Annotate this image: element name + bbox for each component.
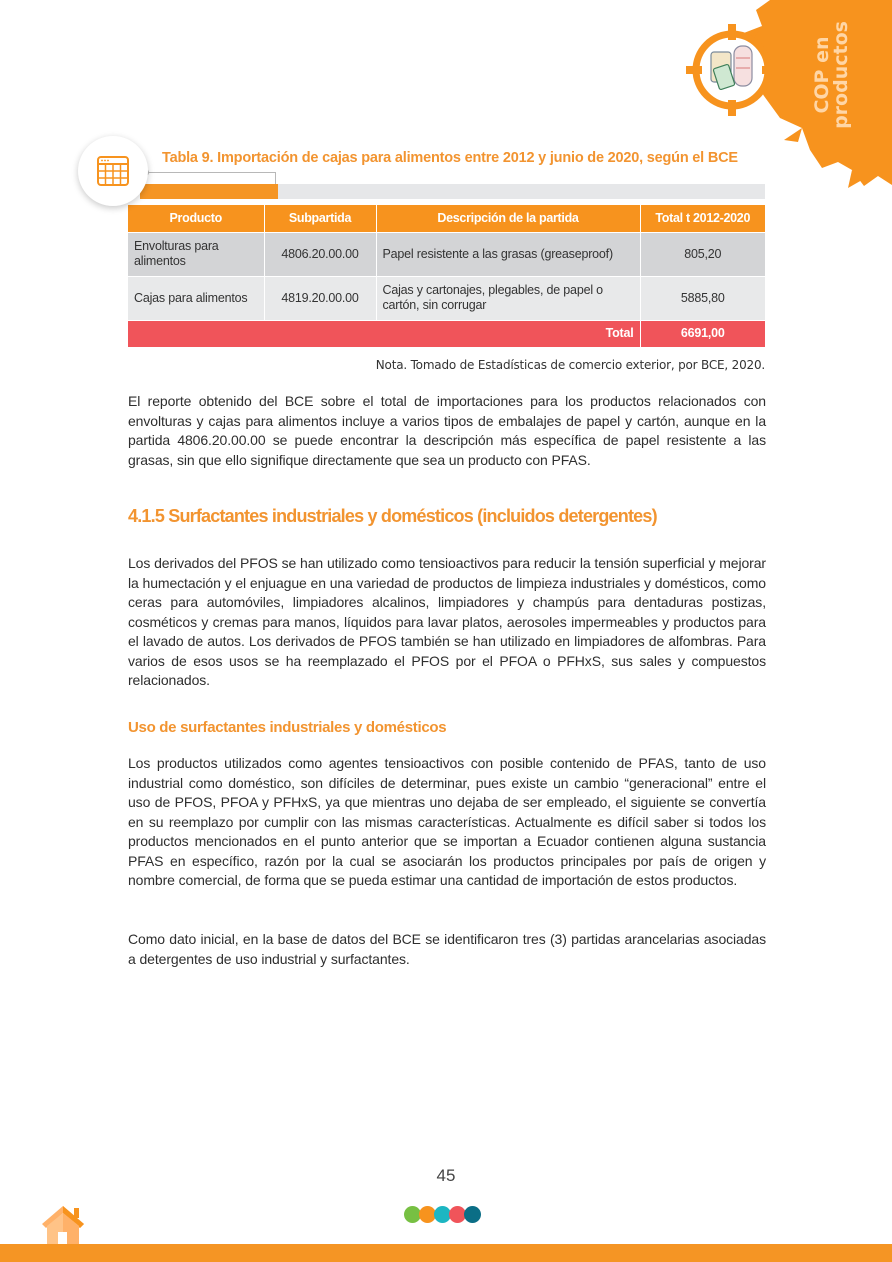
section-tag-line2: productos: [830, 21, 853, 129]
table-total-row: [128, 320, 765, 347]
paragraph-surfactant-products: Los productos utilizados como agentes tensioactivos con posible contenido de PFAS, tanto de uso industrial como doméstico, son difíciles de determinar, pues existe un cambio “generacional” entre el uso de PFOS, PFOA y PFHxS, ya que mientras uno dejaba de ser empleado, el siguiente se convertía en su reemplazo por cumplir con las mismas características. Actualmente es difícil saber si todos los productos mencionados en el punto anterior que se importan a Ecuador contienen alguna sustancia PFAS en específico, razón por la cual se asociarán los productos principales por país de origen y nombre comercial, de forma que se pueda estimar una cantidad de importación de estos productos.: [128, 755, 766, 888]
table-note: Nota. Tomado de Estadísticas de comercio exterior, por BCE, 2020.: [375, 358, 765, 372]
table-row: [128, 232, 765, 276]
table-header-row: [128, 205, 765, 232]
section-tag-line1: COP en: [811, 36, 834, 114]
color-dots: [404, 1206, 479, 1223]
caption-bar-accent: [140, 184, 278, 199]
footer-bar: [0, 1244, 892, 1262]
page-number: 45: [436, 1166, 456, 1185]
paragraph-bce-report: El reporte obtenido del BCE sobre el total de importaciones para los productos relacionados con envolturas y cajas para alimentos incluye a varios tipos de embalajes de papel y cartón, aunque en la partida 4806.20.00.00 se puede encontrar la descripción más específica de papel resistente a las grasas, sin que ello signifique directamente que sea un producto con PFAS.: [128, 393, 766, 468]
cell-total: 805,20: [640, 232, 765, 276]
table-grid-icon: [96, 154, 130, 188]
column-header-subpartida: Subpartida: [264, 205, 376, 232]
table-caption-title: Tabla 9. Importación de cajas para alimentos entre 2012 y junio de 2020, según el BCE: [162, 150, 738, 166]
cell-total: 5885,80: [640, 276, 765, 320]
paragraph-initial-data: Como dato inicial, en la base de datos del BCE se identificaron tres (3) partidas arancelarias asociadas a detergentes de uso industrial y surfactantes.: [128, 931, 766, 967]
total-label: Total: [128, 320, 640, 347]
imports-table: [128, 205, 765, 347]
cell-descripcion: Papel resistente a las grasas (greaseproof): [376, 232, 640, 276]
cell-descripcion: Cajas y cartonajes, plegables, de papel o cartón, sin corrugar: [376, 276, 640, 320]
column-header-total: Total t 2012-2020: [640, 205, 765, 232]
table-icon-badge: [78, 136, 148, 206]
paragraph-pfos-derivatives: Los derivados del PFOS se han utilizado como tensioactivos para reducir la tensión superficial y mejorar la humectación y el enjuague en una variedad de productos de limpieza industriales y domésticos, como ceras para automóviles, limpiadores alcalinos, limpiadores y champús para dentaduras postizas, cosméticos y cremas para manos, líquidos para lavar platos, aerosoles impermeables y productos para el lavado de autos. Los derivados de PFOS también se han utilizado en limpiadores de alfombras. Para varios de esos usos se ha reemplazado el PFOS por el PFOA o PFHxS, sus sales y compuestos relacionados.: [128, 555, 766, 688]
table-row: [128, 276, 765, 320]
product-target-icon: [684, 22, 780, 118]
column-header-producto: Producto: [128, 205, 264, 232]
cell-subpartida: 4806.20.00.00: [264, 232, 376, 276]
section-tag: [800, 20, 864, 130]
subsection-heading: Uso de surfactantes industriales y domésticos: [128, 719, 447, 736]
cell-producto: Envolturas para alimentos: [128, 232, 264, 276]
total-value: 6691,00: [640, 320, 765, 347]
section-heading: 4.1.5 Surfactantes industriales y domésticos (incluidos detergentes): [128, 506, 657, 526]
cell-subpartida: 4819.20.00.00: [264, 276, 376, 320]
column-header-descripcion: Descripción de la partida: [376, 205, 640, 232]
cell-producto: Cajas para alimentos: [128, 276, 264, 320]
caption-connector-line: [146, 172, 276, 184]
home-icon[interactable]: [38, 1204, 88, 1246]
color-dot: [464, 1206, 481, 1223]
